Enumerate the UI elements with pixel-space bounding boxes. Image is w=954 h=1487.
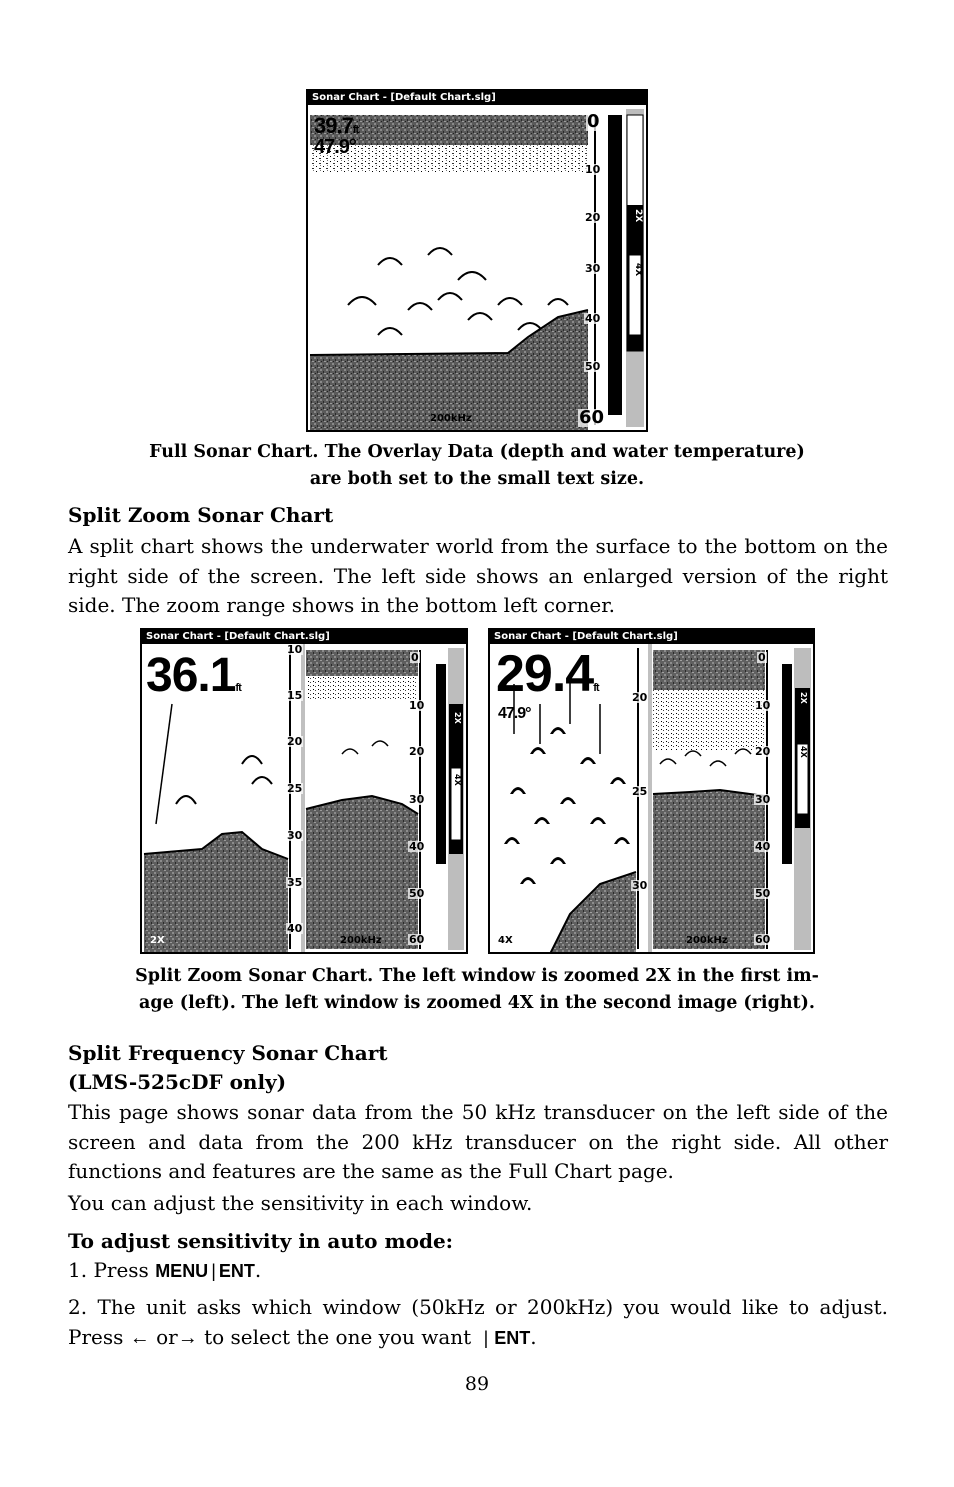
- right-scale-tick: 50: [755, 887, 771, 900]
- left-scale-tick: 40: [287, 922, 303, 935]
- section-heading: [68, 1039, 387, 1097]
- zoom-bar-2x: 2X: [453, 712, 462, 724]
- sonar-window-title: Sonar Chart - [Default Chart.slg]: [490, 630, 813, 644]
- body-paragraph: You can adjust the sensitivity in each window.: [68, 1191, 533, 1215]
- depth-value: 29.4: [496, 645, 594, 703]
- depth-tick: 60: [579, 407, 605, 428]
- caption-line: are both set to the small text size.: [309, 469, 645, 489]
- depth-unit: ft: [593, 682, 599, 694]
- body-paragraph: This page shows sonar data from the 50 kHz transducer on the left side of the screen and data from the 200 kHz transducer on the right side. All other functions and features are the same as the Full Chart page.: [68, 1100, 888, 1183]
- left-scale-tick: 15: [287, 689, 303, 702]
- caption-line: Split Zoom Sonar Chart. The left window is zoomed 2X in the first im-: [135, 966, 819, 986]
- depth-tick: 0: [587, 111, 600, 132]
- ent-key: ENT: [494, 1327, 531, 1348]
- zoom-range-label: 2X: [150, 935, 165, 946]
- heading-line: (LMS-525cDF only): [68, 1070, 287, 1094]
- ent-key: ENT: [218, 1261, 255, 1281]
- depth-readout: [496, 645, 599, 703]
- heading-line: Split Frequency Sonar Chart: [68, 1041, 388, 1065]
- left-arrow-icon: ←: [129, 1326, 150, 1349]
- right-scale-tick: 30: [409, 793, 425, 806]
- right-scale-tick: 0: [758, 651, 766, 664]
- depth-tick: 10: [585, 163, 601, 176]
- left-scale-tick: 35: [287, 876, 303, 889]
- full-sonar-chart-image: [306, 89, 648, 432]
- right-scale-tick: 10: [755, 699, 771, 712]
- depth-tick: 50: [585, 360, 601, 373]
- left-scale-tick: 25: [287, 782, 303, 795]
- temperature-readout: 47.9°: [314, 136, 356, 158]
- right-scale-tick: 60: [409, 933, 425, 946]
- zoom-bar-2x: 2X: [633, 209, 643, 223]
- left-scale-tick: 30: [632, 879, 648, 892]
- depth-value: 36.1: [146, 649, 236, 702]
- zoom-bar-4x: 4X: [633, 263, 643, 277]
- section-heading: Split Zoom Sonar Chart: [68, 503, 334, 527]
- right-arrow-icon: →: [177, 1326, 198, 1349]
- right-scale-tick: 40: [755, 840, 771, 853]
- zoom-bar-4x: 4X: [453, 774, 462, 786]
- step-2: [68, 1293, 888, 1353]
- step-1: [68, 1256, 888, 1287]
- depth-readout: [314, 115, 358, 137]
- left-scale-tick: 10: [287, 643, 303, 656]
- body-paragraph: A split chart shows the underwater world from the surface to the bottom on the right side of the screen. The left side shows an enlarged version of the right side. The zoom range shows in the bottom left corner.: [68, 534, 888, 617]
- zoom-bar-4x: 4X: [799, 746, 808, 758]
- right-scale-tick: 30: [755, 793, 771, 806]
- menu-key: MENU: [155, 1261, 209, 1281]
- sonar-window-title: Sonar Chart - [Default Chart.slg]: [142, 630, 466, 644]
- temperature-readout: 47.9°: [498, 705, 531, 722]
- depth-tick: 20: [585, 211, 601, 224]
- depth-unit: ft: [352, 124, 359, 136]
- depth-tick: 30: [585, 262, 601, 275]
- step-end: .: [254, 1258, 262, 1282]
- key-separator: |: [211, 1261, 216, 1281]
- step-tail: to select the one you want: [197, 1324, 478, 1349]
- step-end: .: [530, 1324, 537, 1349]
- split-zoom-2x-image: [140, 628, 468, 954]
- step-text: 1. Press: [68, 1258, 156, 1282]
- depth-readout: [146, 649, 241, 702]
- key-separator: |: [483, 1327, 489, 1348]
- left-scale-tick: 30: [287, 829, 303, 842]
- caption-line: Full Sonar Chart. The Overlay Data (depth and water temperature): [149, 442, 805, 462]
- sonar-window-title: Sonar Chart - [Default Chart.slg]: [308, 91, 646, 105]
- page-number: 89: [464, 1373, 490, 1395]
- depth-unit: ft: [235, 682, 241, 694]
- zoom-bar-2x: 2X: [799, 692, 808, 704]
- procedure-heading: To adjust sensitivity in auto mode:: [68, 1229, 454, 1253]
- right-scale-tick: 20: [755, 745, 771, 758]
- step-text: 2. The unit asks which window (50kHz or 200kHz) you would like to adjust. Press: [68, 1295, 888, 1349]
- right-scale-tick: 50: [409, 887, 425, 900]
- frequency-label: 200kHz: [430, 413, 472, 424]
- frequency-label: 200kHz: [340, 935, 382, 946]
- or-text: or: [149, 1324, 178, 1349]
- left-scale-tick: 20: [287, 735, 303, 748]
- left-scale-tick: 20: [632, 691, 648, 704]
- caption-line: age (left). The left window is zoomed 4X in the second image (right).: [139, 993, 815, 1013]
- figure-caption: [60, 963, 894, 1017]
- figure-caption: [60, 439, 894, 493]
- right-scale-tick: 10: [409, 699, 425, 712]
- depth-tick: 40: [585, 312, 601, 325]
- right-scale-tick: 0: [411, 651, 419, 664]
- depth-value: 39.7: [314, 113, 353, 138]
- zoom-range-label: 4X: [498, 935, 513, 946]
- left-scale-tick: 25: [632, 785, 648, 798]
- right-scale-tick: 40: [409, 840, 425, 853]
- right-scale-tick: 60: [755, 933, 771, 946]
- split-zoom-4x-image: [488, 628, 815, 954]
- right-scale-tick: 20: [409, 745, 425, 758]
- frequency-label: 200kHz: [686, 935, 728, 946]
